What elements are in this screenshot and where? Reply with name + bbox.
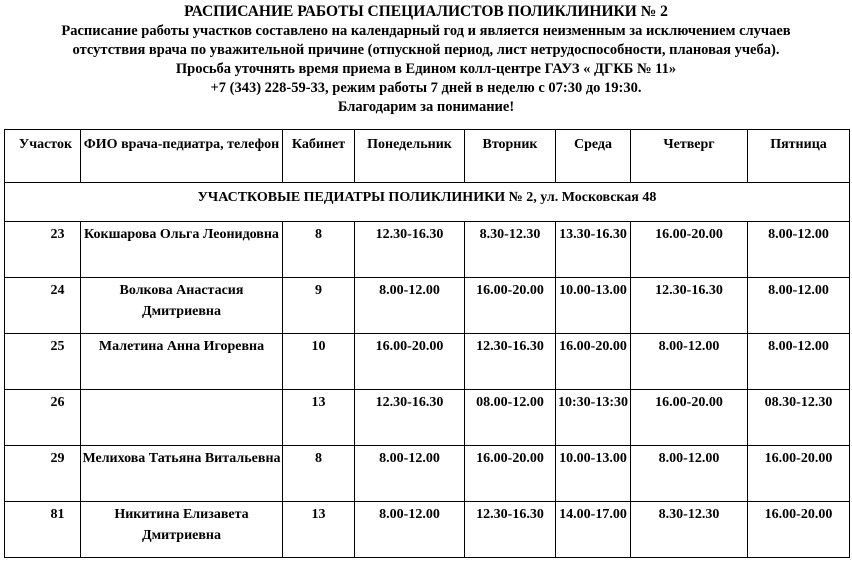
cell-monday: 8.00-12.00	[355, 446, 465, 502]
cell-fio	[81, 390, 283, 446]
cell-monday: 12.30-16.30	[355, 390, 465, 446]
cell-friday: 16.00-20.00	[748, 446, 850, 502]
col-header-kabinet: Кабинет	[283, 130, 355, 183]
cell-wednesday: 13.30-16.30	[556, 222, 631, 278]
notice-line-2: отсутствия врача по уважительной причине (отпускной период, лист нетрудоспособности, плановая учеба).	[72, 42, 780, 58]
col-header-thursday: Четверг	[631, 130, 748, 183]
cell-tuesday: 16.00-20.00	[465, 446, 556, 502]
cell-kabinet: 13	[283, 502, 355, 558]
section-row	[5, 183, 850, 222]
cell-uchastok: 81	[5, 502, 81, 558]
col-header-uchastok: Участок	[5, 130, 81, 183]
cell-monday: 8.00-12.00	[355, 278, 465, 334]
notice-line-4: +7 (343) 228-59-33, режим работы 7 дней в неделю с 07:30 до 19:30.	[210, 80, 642, 96]
notice-line-5: Благодарим за понимание!	[337, 99, 515, 115]
cell-tuesday: 12.30-16.30	[465, 334, 556, 390]
cell-monday: 12.30-16.30	[355, 222, 465, 278]
table-row	[5, 222, 850, 278]
cell-monday: 16.00-20.00	[355, 334, 465, 390]
cell-friday: 8.00-12.00	[748, 278, 850, 334]
cell-friday: 08.30-12.30	[748, 390, 850, 446]
cell-thursday: 8.00-12.00	[631, 334, 748, 390]
cell-kabinet: 8	[283, 446, 355, 502]
table-row	[5, 390, 850, 446]
col-header-fio: ФИО врача-педиатра, телефон	[81, 130, 283, 183]
col-header-wednesday: Среда	[556, 130, 631, 183]
cell-wednesday: 10:30-13:30	[556, 390, 631, 446]
cell-thursday: 8.30-12.30	[631, 502, 748, 558]
cell-tuesday: 8.30-12.30	[465, 222, 556, 278]
cell-fio: Кокшарова Ольга Леонидовна	[81, 222, 283, 278]
cell-thursday: 12.30-16.30	[631, 278, 748, 334]
cell-kabinet: 13	[283, 390, 355, 446]
cell-thursday: 16.00-20.00	[631, 390, 748, 446]
col-header-friday: Пятница	[748, 130, 850, 183]
cell-wednesday: 16.00-20.00	[556, 334, 631, 390]
cell-wednesday: 10.00-13.00	[556, 278, 631, 334]
cell-wednesday: 14.00-17.00	[556, 502, 631, 558]
cell-fio: Мелихова Татьяна Витальевна	[81, 446, 283, 502]
cell-friday: 8.00-12.00	[748, 222, 850, 278]
cell-fio: Волкова Анастасия Дмитриевна	[81, 278, 283, 334]
document-header	[0, 0, 852, 117]
table-row	[5, 278, 850, 334]
cell-fio: Малетина Анна Игоревна	[81, 334, 283, 390]
cell-uchastok: 25	[5, 334, 81, 390]
cell-uchastok: 24	[5, 278, 81, 334]
table-row	[5, 502, 850, 558]
table-row	[5, 446, 850, 502]
cell-kabinet: 10	[283, 334, 355, 390]
col-header-monday: Понедельник	[355, 130, 465, 183]
col-header-tuesday: Вторник	[465, 130, 556, 183]
notice-line-1: Расписание работы участков составлено на календарный год и является неизменным за исключением случаев	[61, 23, 791, 39]
table-row	[5, 334, 850, 390]
cell-monday: 8.00-12.00	[355, 502, 465, 558]
cell-tuesday: 16.00-20.00	[465, 278, 556, 334]
cell-thursday: 16.00-20.00	[631, 222, 748, 278]
cell-fio: Никитина Елизавета Дмитриевна	[81, 502, 283, 558]
cell-tuesday: 12.30-16.30	[465, 502, 556, 558]
cell-uchastok: 23	[5, 222, 81, 278]
notice-line-3: Просьба уточнять время приема в Едином колл-центре ГАУЗ « ДГКБ № 11»	[175, 61, 677, 77]
table-header-row	[5, 130, 850, 183]
schedule-table	[4, 129, 850, 558]
cell-tuesday: 08.00-12.00	[465, 390, 556, 446]
cell-wednesday: 10.00-13.00	[556, 446, 631, 502]
cell-friday: 8.00-12.00	[748, 334, 850, 390]
cell-kabinet: 9	[283, 278, 355, 334]
cell-thursday: 8.00-12.00	[631, 446, 748, 502]
document-title: РАСПИСАНИЕ РАБОТЫ СПЕЦИАЛИСТОВ ПОЛИКЛИНИКИ № 2	[184, 3, 668, 20]
section-title: УЧАСТКОВЫЕ ПЕДИАТРЫ ПОЛИКЛИНИКИ № 2, ул. Московская 48	[5, 183, 850, 222]
cell-uchastok: 26	[5, 390, 81, 446]
cell-kabinet: 8	[283, 222, 355, 278]
cell-uchastok: 29	[5, 446, 81, 502]
cell-friday: 16.00-20.00	[748, 502, 850, 558]
